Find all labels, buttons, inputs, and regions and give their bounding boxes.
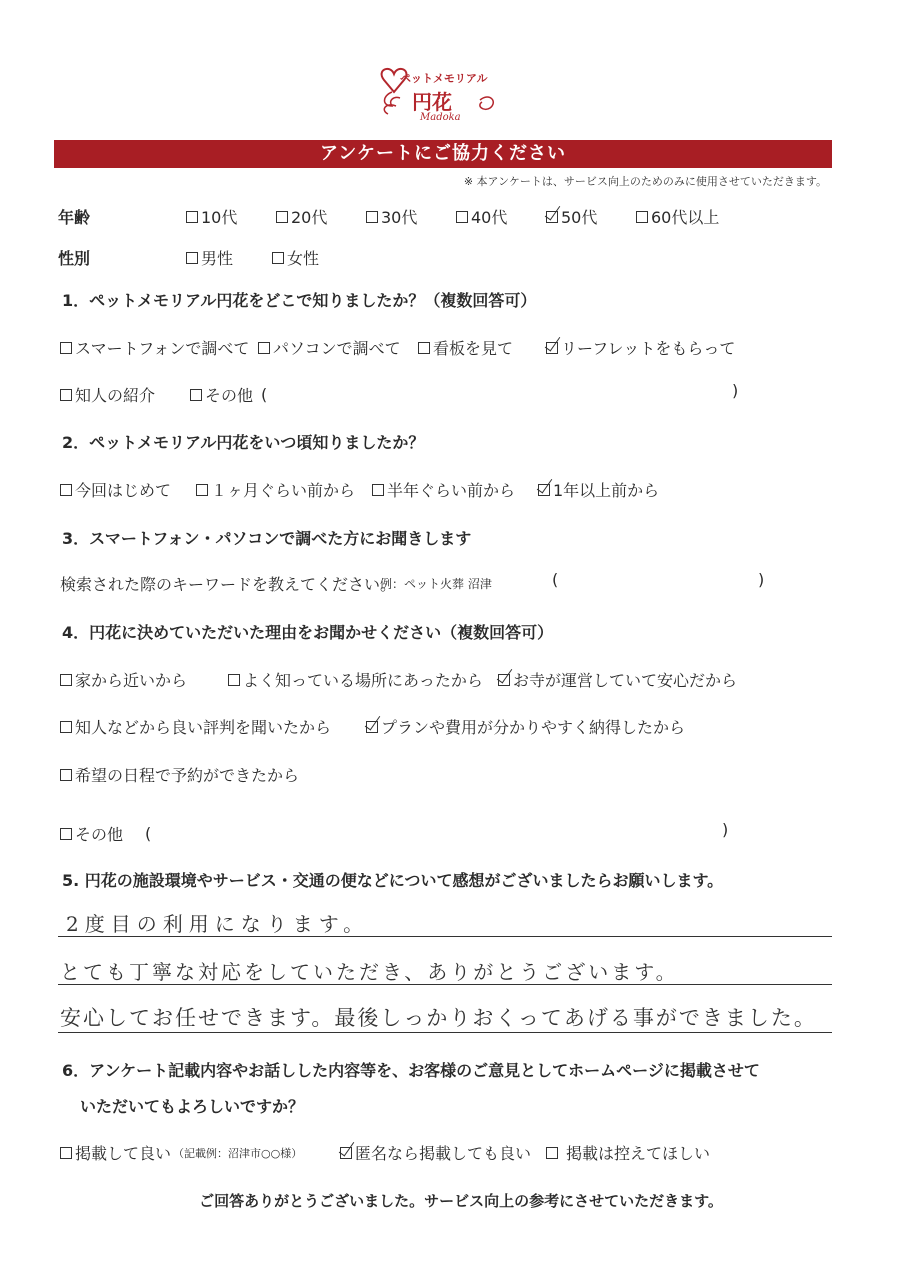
q4-option-temple[interactable]: お寺が運営していて安心だから (498, 668, 737, 691)
gender-label: 性別 (58, 249, 91, 268)
usage-note: ※ 本アンケートは、サービス向上のためのみに使用させていただきます。 (463, 175, 827, 188)
q5-answer-line-1: 2度目の利用になります。 (66, 912, 370, 936)
q1-title: 1．ペットメモリアル円花をどこで知りましたか？（複数回答可） (62, 291, 537, 310)
answer-rule (58, 984, 832, 985)
checkbox[interactable] (196, 484, 208, 496)
age-option-50s[interactable]: 50代 (546, 205, 597, 228)
q5-answer-line-3: 安心してお任せできます。最後しっかりおくってあげる事ができました。 (60, 1006, 817, 1030)
q4-option-reputation[interactable]: 知人などから良い評判を聞いたから (60, 715, 331, 738)
checkbox[interactable] (456, 211, 468, 223)
q5-answer-line-2: とても丁寧な対応をしていただき、ありがとうございます。 (60, 960, 679, 984)
age-option-30s[interactable]: 30代 (366, 205, 417, 228)
q4-option-clear-pricing[interactable]: プランや費用が分かりやすく納得したから (366, 715, 685, 738)
checkbox[interactable] (60, 484, 72, 496)
q1-option-acquaintance[interactable]: 知人の紹介 (60, 383, 155, 406)
q1-option-pc[interactable]: パソコンで調べて (258, 336, 401, 359)
age-option-20s[interactable]: 20代 (276, 205, 327, 228)
q2-option-over-year[interactable]: 1年以上前から (538, 478, 659, 501)
gender-option-female[interactable]: 女性 (272, 246, 319, 269)
checkbox[interactable] (546, 1147, 558, 1159)
answer-rule (58, 936, 832, 937)
q2-option-first-time[interactable]: 今回はじめて (60, 478, 171, 501)
checkbox-checked[interactable] (498, 674, 510, 686)
checkbox[interactable] (60, 769, 72, 781)
q4-option-schedule[interactable]: 希望の日程で予約ができたから (60, 763, 299, 786)
checkbox[interactable] (60, 828, 72, 840)
q4-other-close: ) (722, 820, 729, 839)
age-option-10s[interactable]: 10代 (186, 205, 237, 228)
checkbox[interactable] (636, 211, 648, 223)
checkbox[interactable] (60, 389, 72, 401)
checkbox[interactable] (186, 211, 198, 223)
checkbox[interactable] (258, 342, 270, 354)
logo-sub-text: Madoka (420, 112, 461, 123)
q4-title: 4．円花に決めていただいた理由をお聞かせください（複数回答可） (62, 623, 554, 642)
q2-title: 2．ペットメモリアル円花をいつ頃知りましたか？ (62, 433, 425, 452)
checkbox-checked[interactable] (546, 342, 558, 354)
checkbox[interactable] (190, 389, 202, 401)
checkbox[interactable] (60, 674, 72, 686)
age-option-60s-plus[interactable]: 60代以上 (636, 205, 719, 228)
q5-title: 5. 円花の施設環境やサービス・交通の便などについて感想がございましたらお願いします。 (62, 871, 724, 890)
q6-option-anonymous[interactable]: 匿名なら掲載しても良い (340, 1141, 531, 1164)
q4-option-near-home[interactable]: 家から近いから (60, 668, 187, 691)
q2-option-one-month[interactable]: １ヶ月ぐらい前から (196, 478, 355, 501)
checkbox-checked[interactable] (538, 484, 550, 496)
thank-you-footer: ご回答ありがとうございました。サービス向上の参考にさせていただきます。 (199, 1192, 723, 1210)
q6-option-ok[interactable]: 掲載して良い （記載例：沼津市○○様） (60, 1141, 302, 1164)
gender-option-male[interactable]: 男性 (186, 246, 233, 269)
brand-logo (372, 62, 502, 132)
q1-option-other[interactable]: その他 ( (190, 383, 267, 406)
age-label: 年齢 (58, 208, 91, 227)
q4-option-other[interactable]: その他 ( (60, 822, 151, 845)
checkbox[interactable] (372, 484, 384, 496)
q6-option-decline[interactable]: 掲載は控えてほしい (546, 1141, 710, 1164)
q3-paren-close: ) (758, 570, 765, 589)
logo-main-text: 円花 (412, 90, 452, 114)
checkbox-checked[interactable] (546, 211, 558, 223)
checkbox[interactable] (366, 211, 378, 223)
q3-title: 3．スマートフォン・パソコンで調べた方にお聞きします (62, 529, 472, 548)
q1-option-signboard[interactable]: 看板を見て (418, 336, 513, 359)
q3-example: 例：ペット火葬 沼津 (380, 577, 492, 591)
q6-title-line-1: 6．アンケート記載内容やお話しした内容等を、お客様のご意見としてホームページに掲載させて (62, 1061, 760, 1080)
checkbox-checked[interactable] (340, 1147, 352, 1159)
q2-option-half-year[interactable]: 半年ぐらい前から (372, 478, 515, 501)
q6-title-line-2: いただいてもよろしいですか？ (80, 1097, 305, 1116)
q3-paren-open: ( (552, 570, 559, 589)
checkbox[interactable] (60, 342, 72, 354)
checkbox[interactable] (228, 674, 240, 686)
q4-option-familiar-place[interactable]: よく知っている場所にあったから (228, 668, 483, 691)
checkbox[interactable] (272, 252, 284, 264)
checkbox[interactable] (418, 342, 430, 354)
logo-top-text: ペットメモリアル (400, 72, 488, 85)
q6-example: （記載例：沼津市○○様） (173, 1146, 303, 1160)
q3-prompt: 検索された際のキーワードを教えてください。 (60, 575, 397, 594)
checkbox[interactable] (276, 211, 288, 223)
checkbox[interactable] (60, 1147, 72, 1159)
checkbox-checked[interactable] (366, 721, 378, 733)
checkbox[interactable] (186, 252, 198, 264)
q1-option-leaflet[interactable]: リーフレットをもらって (546, 336, 735, 359)
answer-rule (58, 1032, 832, 1033)
title-banner: アンケートにご協力ください (54, 140, 832, 168)
q1-other-close: ) (732, 381, 739, 400)
q1-option-smartphone[interactable]: スマートフォンで調べて (60, 336, 249, 359)
checkbox[interactable] (60, 721, 72, 733)
age-option-40s[interactable]: 40代 (456, 205, 507, 228)
